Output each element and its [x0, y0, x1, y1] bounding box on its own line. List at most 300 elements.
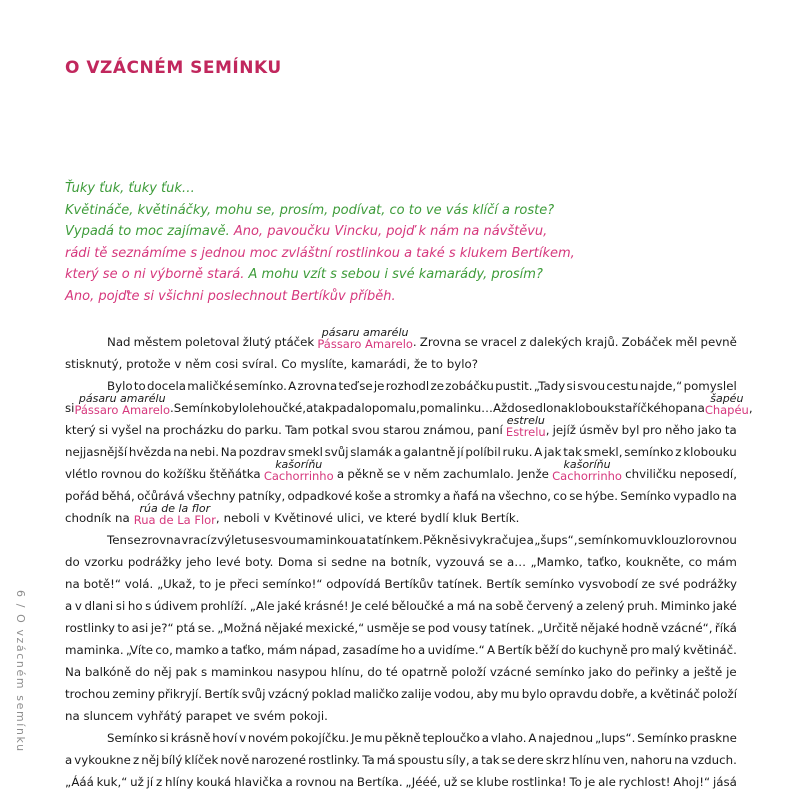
- word: trochou: [65, 687, 111, 701]
- word: štěňátka: [209, 467, 261, 481]
- word: semínko.: [234, 379, 287, 393]
- word: krajů.: [585, 335, 619, 349]
- word: ze: [641, 577, 656, 591]
- word: najednou: [538, 731, 594, 745]
- word: v: [403, 467, 411, 481]
- word: klobouk: [568, 401, 615, 415]
- word: do: [616, 665, 632, 679]
- word: nově: [220, 753, 250, 767]
- word: je: [726, 665, 737, 679]
- word: krásné!: [304, 599, 349, 613]
- word: kuk,“: [96, 775, 128, 789]
- gloss-word: [74, 392, 174, 419]
- word: a: [526, 533, 534, 547]
- word: s: [200, 665, 208, 679]
- word: ven,: [602, 753, 629, 767]
- word: údivem: [153, 599, 198, 613]
- word: na: [722, 489, 737, 503]
- word: svou: [577, 379, 606, 393]
- word: očůrává: [137, 489, 185, 503]
- side-page-label: 6 / O vzácném semínku: [14, 590, 27, 753]
- word: potkal: [312, 423, 349, 437]
- word: „Víte: [125, 643, 154, 657]
- word: na: [173, 445, 188, 459]
- word: si: [159, 731, 169, 745]
- word: bylo: [521, 687, 547, 701]
- word: rozhodl: [385, 379, 430, 393]
- story-line: [65, 573, 737, 595]
- story-line: [65, 749, 737, 771]
- word: asi: [131, 621, 149, 635]
- punctuation: .: [412, 335, 417, 349]
- word: známou,: [423, 423, 475, 437]
- word: A: [487, 643, 496, 657]
- word: ještě: [693, 665, 723, 679]
- word: pomalu,: [371, 401, 420, 415]
- word: ruku.: [502, 445, 533, 459]
- word: vlaho.: [490, 731, 527, 745]
- word: se: [254, 533, 268, 547]
- word: vyšel: [111, 423, 142, 437]
- word: vklouzlo: [647, 533, 696, 547]
- portuguese-name: Chapéu: [704, 403, 749, 417]
- word: z: [210, 533, 217, 547]
- word: všechno,: [498, 489, 551, 503]
- word: celé: [364, 599, 389, 613]
- word: dalekých: [529, 335, 583, 349]
- word: tatínkem.: [366, 533, 423, 547]
- gloss-word: [133, 502, 220, 529]
- word: síly,: [446, 753, 470, 767]
- word: „Ale: [249, 599, 275, 613]
- word: se: [386, 467, 401, 481]
- portuguese-name: Cachorrinho: [263, 469, 334, 483]
- word: se: [359, 379, 373, 393]
- word: lehoučké,: [249, 401, 306, 415]
- word: mamko: [175, 643, 219, 657]
- word: a: [640, 687, 648, 701]
- word: a: [471, 753, 479, 767]
- word: mu: [500, 687, 520, 701]
- gloss-word: [505, 414, 550, 441]
- word: vzduch.: [690, 753, 737, 767]
- poem-fragment: který se o ni výborně stará.: [65, 267, 249, 282]
- word: všechny: [186, 489, 236, 503]
- word: a: [65, 599, 73, 613]
- word: dobře,: [600, 687, 638, 701]
- word: svou: [268, 533, 296, 547]
- word: maminkou: [210, 665, 274, 679]
- poem-line: [65, 286, 755, 308]
- word: novém: [247, 731, 289, 745]
- word: a: [65, 753, 73, 767]
- word: nějaké: [264, 621, 303, 635]
- word: zobáčku: [445, 379, 494, 393]
- word: mexické,“: [305, 621, 365, 635]
- word: a: [285, 775, 293, 789]
- punctuation: ,: [215, 511, 220, 525]
- word: Zrovna: [419, 335, 462, 349]
- word: Na: [220, 445, 237, 459]
- word: neboli v Květinové ulici, ve které bydlí kluk Bertík.: [223, 511, 520, 525]
- word: byl: [621, 423, 640, 437]
- word: odpovídá: [326, 577, 381, 591]
- word: parku.: [244, 423, 282, 437]
- word: Je: [351, 731, 362, 745]
- word: tatínek.: [489, 621, 535, 635]
- story-line: [65, 727, 737, 749]
- word: to: [117, 621, 130, 635]
- word: běhá,: [101, 489, 135, 503]
- story-line: [65, 705, 737, 727]
- word: dere: [517, 753, 544, 767]
- story-line: [65, 661, 737, 683]
- word: „lups“.: [594, 731, 636, 745]
- word: maminka.: [65, 643, 124, 657]
- word: se: [569, 489, 583, 503]
- word: pozdrav: [238, 445, 287, 459]
- word: městem: [133, 335, 182, 349]
- word: vracel: [480, 335, 518, 349]
- word: do: [65, 555, 80, 569]
- word: který: [65, 423, 96, 437]
- gloss-word: [552, 458, 622, 485]
- word: na: [481, 489, 496, 503]
- word: té: [385, 665, 398, 679]
- word: koše: [354, 489, 382, 503]
- word: a: [336, 467, 345, 481]
- word: nahoru: [630, 753, 673, 767]
- word: Bertíkův: [384, 577, 434, 591]
- word: Je: [351, 599, 362, 613]
- word: rovnou: [100, 467, 142, 481]
- word: maličko: [353, 687, 399, 701]
- word: v: [74, 599, 82, 613]
- word: sobě: [495, 599, 524, 613]
- word: běloučké: [391, 599, 445, 613]
- word: smekl,: [583, 445, 623, 459]
- poem-fragment: Květináče, květináčky, mohu se, prosím, podívat, co to ve vás klíčí a roste?: [65, 202, 555, 218]
- word: Na: [65, 665, 82, 679]
- word: semínko: [524, 577, 575, 591]
- word: Semínko: [620, 489, 671, 503]
- word: se.: [197, 621, 215, 635]
- word: neposedí,: [679, 467, 737, 481]
- word: kuchyně: [578, 643, 628, 657]
- word: ňafá: [452, 489, 479, 503]
- word: si: [317, 555, 327, 569]
- portuguese-name: Estrelu: [505, 425, 546, 439]
- word: klíček: [184, 753, 219, 767]
- word: bílý: [161, 753, 183, 767]
- poem-fragment: A mohu vzít s sebou i své kamarády, prosím?: [248, 267, 543, 282]
- word: Zobáček: [621, 335, 673, 349]
- word: kouká: [196, 775, 232, 789]
- word: poletoval: [185, 335, 240, 349]
- story-line: [65, 353, 737, 375]
- word: poklad: [311, 687, 352, 701]
- pronunciation-label: rúa de la flor: [139, 502, 211, 515]
- word: je: [373, 379, 385, 393]
- pronunciation-label: šapéu: [710, 392, 744, 405]
- word: skrz: [545, 753, 570, 767]
- word: praskne: [689, 731, 737, 745]
- word: jaké: [277, 599, 302, 613]
- story-line: [65, 617, 737, 639]
- word: usměje: [366, 621, 410, 635]
- word: paní: [477, 423, 503, 437]
- story-line: [65, 414, 737, 441]
- word: nějaké: [580, 621, 620, 635]
- word: z: [675, 445, 682, 459]
- intro-poem: [65, 178, 755, 307]
- word: Doma: [277, 555, 313, 569]
- word: rostlinky: [65, 621, 116, 635]
- word: vrací: [181, 533, 211, 547]
- word: kožíšku: [162, 467, 207, 481]
- word: semínko: [577, 533, 628, 547]
- word: „Mamko,: [530, 555, 583, 569]
- poem-line: [65, 221, 755, 243]
- word: dlani: [84, 599, 114, 613]
- story-line: [65, 392, 753, 419]
- word: svůj: [241, 687, 266, 701]
- word: úsměv: [579, 423, 619, 437]
- word: v: [239, 731, 247, 745]
- word: pevně: [700, 335, 737, 349]
- story-text: [65, 326, 753, 793]
- word: Ten: [107, 533, 127, 547]
- word: Semínko: [173, 401, 225, 415]
- word: jak: [544, 445, 562, 459]
- poem-line: [65, 178, 755, 200]
- word: pro: [642, 423, 662, 437]
- pronunciation-label: estrelu: [506, 414, 545, 427]
- word: Bertík: [497, 643, 533, 657]
- word: něj: [153, 665, 172, 679]
- word: aby: [476, 687, 499, 701]
- word: tak: [563, 445, 582, 459]
- word: políbil: [465, 445, 501, 459]
- word: je: [215, 577, 226, 591]
- word: sedne: [331, 555, 367, 569]
- punctuation: .: [170, 401, 174, 415]
- word: narozené: [251, 753, 307, 767]
- word: jaké: [712, 599, 737, 613]
- word: smekl: [287, 445, 323, 459]
- word: říká: [714, 621, 737, 635]
- word: pustit.: [495, 379, 533, 393]
- story-line: [65, 502, 737, 529]
- word: patníky,: [237, 489, 286, 503]
- word: vypadlo: [673, 489, 720, 503]
- word: rychlost!: [618, 775, 671, 789]
- word: se: [411, 621, 426, 635]
- word: hýbe.: [584, 489, 618, 503]
- word: ale: [598, 775, 616, 789]
- word: pěkně: [347, 467, 384, 481]
- word: vzácné: [489, 665, 532, 679]
- word: se: [460, 775, 474, 789]
- word: A: [534, 445, 543, 459]
- word: maminkou: [296, 533, 359, 547]
- word: rostlinka!: [511, 775, 567, 789]
- word: ptá: [176, 621, 196, 635]
- word: a: [576, 599, 584, 613]
- word: mu: [627, 533, 647, 547]
- word: na: [339, 775, 355, 789]
- word: tak: [313, 401, 332, 415]
- word: ptáček: [274, 335, 315, 349]
- word: vyzouvá: [435, 555, 485, 569]
- word: a…: [507, 555, 527, 569]
- poem-fragment: rádi tě seznámíme s jednou moc zvláštní rostlinkou a také s klukem Bertíkem,: [65, 245, 575, 261]
- word: si: [115, 599, 126, 613]
- word: a: [446, 599, 455, 613]
- word: hoví: [212, 731, 238, 745]
- word: to: [199, 577, 212, 591]
- word: z: [132, 753, 140, 767]
- story-line: [65, 771, 737, 793]
- word: nápad,: [299, 643, 341, 657]
- word: ho: [401, 643, 416, 657]
- word: a: [394, 445, 402, 459]
- word: pro: [630, 643, 650, 657]
- word: balkóně: [84, 665, 132, 679]
- word: a: [418, 643, 426, 657]
- word: a: [305, 401, 314, 415]
- word: pořád: [65, 489, 100, 503]
- word: vykračuje: [468, 533, 527, 547]
- poem-fragment: Ano, pavoučku Vincku, pojď k nám na návštěvu,: [233, 224, 548, 239]
- word: chviličku: [625, 467, 677, 481]
- word: žlutý: [242, 335, 272, 349]
- word: semínko: [535, 665, 585, 679]
- word: stisknutý, protože v něm cosi svíral. Co myslíte, kamarádi, že to bylo?: [65, 357, 478, 371]
- word: Bertíka.: [356, 775, 403, 789]
- portuguese-name: Cachorrinho: [552, 469, 622, 483]
- word: teď: [338, 379, 358, 393]
- word: pak: [175, 665, 198, 679]
- word: hvězda: [128, 445, 172, 459]
- word: A: [288, 379, 297, 393]
- word: na: [553, 401, 569, 415]
- word: odpadkové: [287, 489, 353, 503]
- word: co: [553, 489, 567, 503]
- word: „Určitě: [536, 621, 578, 635]
- word: staříčkého: [614, 401, 676, 415]
- word: si: [566, 379, 576, 393]
- word: opravdu: [549, 687, 598, 701]
- word: a: [221, 643, 229, 657]
- word: svou: [351, 423, 380, 437]
- word: podrážky: [683, 577, 737, 591]
- word: ta: [724, 423, 737, 437]
- portuguese-name: Pássaro Amarelo: [317, 337, 413, 351]
- word: něm: [413, 467, 440, 481]
- word: jeho: [186, 555, 212, 569]
- word: rovnou: [695, 533, 737, 547]
- word: přeci: [229, 577, 259, 591]
- word: na: [371, 555, 387, 569]
- word: opatrně: [401, 665, 448, 679]
- word: vzorku: [84, 555, 124, 569]
- word: najde,“: [639, 379, 683, 393]
- word: Ta: [362, 753, 375, 767]
- word: „Možná: [217, 621, 262, 635]
- word: dosedlo: [507, 401, 554, 415]
- word: levé: [215, 555, 241, 569]
- word: se: [464, 335, 478, 349]
- word: docela: [147, 379, 186, 393]
- poem-line: [65, 243, 755, 265]
- word: pod: [427, 621, 450, 635]
- word: přikryjí.: [157, 687, 203, 701]
- word: měl: [675, 335, 698, 349]
- gloss-word: [263, 458, 334, 485]
- word: a: [443, 489, 451, 503]
- gloss-word: [317, 326, 417, 353]
- word: vzácné“,: [660, 621, 713, 635]
- pronunciation-label: kašoríňu: [563, 458, 611, 471]
- story-line: [65, 441, 737, 463]
- word: semínko: [624, 445, 674, 459]
- word: co: [688, 555, 703, 569]
- word: pomalinku…: [419, 401, 493, 415]
- word: botník,: [390, 555, 432, 569]
- word: něho: [664, 423, 695, 437]
- word: je: [584, 775, 596, 789]
- word: koukněte,: [625, 555, 684, 569]
- word: pomyslel: [683, 379, 737, 393]
- word: jejíž: [552, 423, 576, 437]
- word: slamák: [350, 445, 393, 459]
- word: z: [155, 775, 163, 789]
- word: hlíny: [165, 775, 194, 789]
- word: a: [682, 665, 690, 679]
- word: hodně: [621, 621, 659, 635]
- word: hlínu: [571, 753, 601, 767]
- word: nebi.: [189, 445, 220, 459]
- word: do: [226, 423, 242, 437]
- word: zrovna: [297, 379, 338, 393]
- story-line: [65, 326, 737, 353]
- poem-fragment: Ťuky ťuk, ťuky ťuk…: [65, 181, 195, 196]
- word: peřinky: [635, 665, 679, 679]
- word: své: [658, 577, 680, 591]
- word: zelený: [585, 599, 625, 613]
- word: hlínu,: [330, 665, 364, 679]
- word: cestu: [606, 379, 639, 393]
- word: A: [528, 731, 537, 745]
- word: teploučko: [422, 731, 480, 745]
- word: s: [145, 599, 152, 613]
- word: rostlinky.: [308, 753, 361, 767]
- word: mu: [363, 731, 383, 745]
- story-line: [65, 683, 737, 705]
- word: tatínek.: [437, 577, 483, 591]
- word: „Jééé,: [405, 775, 441, 789]
- word: Bylo: [107, 379, 133, 393]
- word: si: [65, 401, 75, 415]
- portuguese-name: Rua de La Flor: [133, 513, 216, 527]
- word: a: [383, 489, 392, 503]
- word: vzácný: [267, 687, 310, 701]
- word: nasypou: [276, 665, 327, 679]
- poem-fragment: Ano, pojďte si všichni poslechnout Bertíkův příběh.: [65, 288, 396, 304]
- word: už: [130, 775, 144, 789]
- word: položí: [451, 665, 487, 679]
